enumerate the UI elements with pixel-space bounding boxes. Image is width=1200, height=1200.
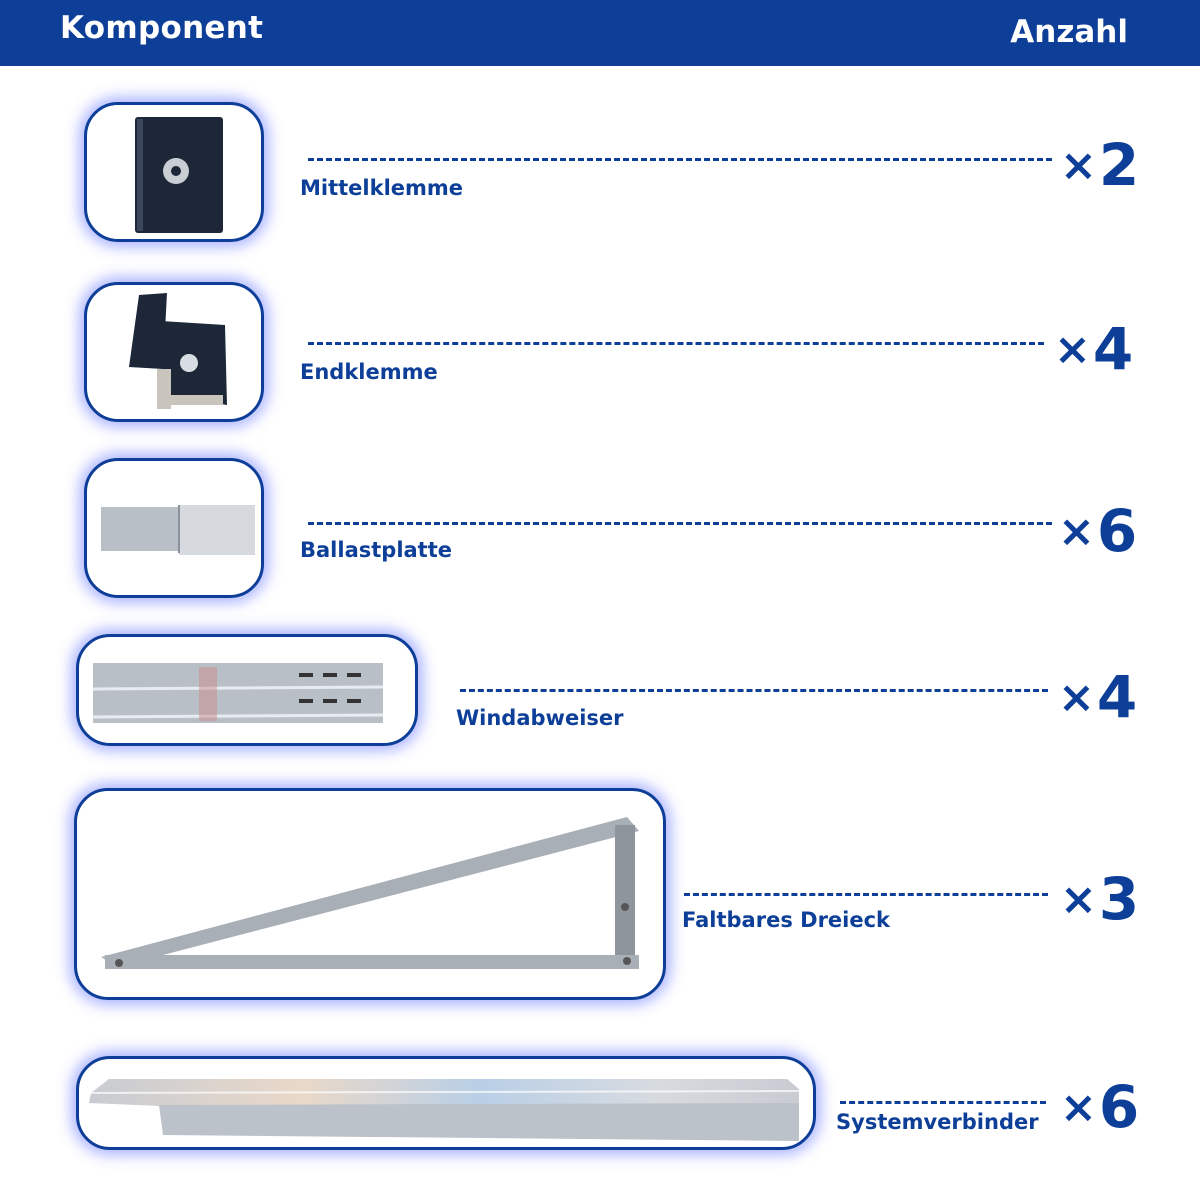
endklemme-image (87, 285, 264, 422)
quantity-column-title: Anzahl (1010, 14, 1128, 50)
leader-line-mittelklemme (308, 158, 1052, 161)
systemverbinder-image-frame (76, 1056, 816, 1150)
item-label-ballastplatte: Ballastplatte (300, 538, 453, 562)
item-label-faltbares-dreieck: Faltbares Dreieck (682, 908, 891, 932)
systemverbinder-image (79, 1059, 816, 1150)
faltbares-dreieck-image (77, 791, 666, 1000)
item-quantity-ballastplatte: ×6 (1058, 497, 1138, 565)
item-label-systemverbinder: Systemverbinder (836, 1110, 1039, 1134)
item-label-windabweiser: Windabweiser (456, 706, 624, 730)
item-quantity-windabweiser: ×4 (1058, 663, 1138, 731)
mittelklemme-image (87, 105, 264, 242)
mittelklemme-image-frame (84, 102, 264, 242)
endklemme-image-frame (84, 282, 264, 422)
component-column-title: Komponent (60, 10, 264, 46)
item-quantity-mittelklemme: ×2 (1060, 131, 1140, 199)
ballastplatte-image (87, 461, 264, 598)
leader-line-ballastplatte (308, 522, 1052, 525)
leader-line-endklemme (308, 342, 1044, 345)
leader-line-systemverbinder (840, 1101, 1046, 1104)
item-label-mittelklemme: Mittelklemme (300, 176, 464, 200)
item-quantity-systemverbinder: ×6 (1060, 1073, 1140, 1141)
item-quantity-endklemme: ×4 (1054, 315, 1134, 383)
leader-line-windabweiser (460, 689, 1048, 692)
windabweiser-image-frame (76, 634, 418, 746)
item-label-endklemme: Endklemme (300, 360, 438, 384)
ballastplatte-image-frame (84, 458, 264, 598)
item-quantity-faltbares-dreieck: ×3 (1060, 865, 1140, 933)
windabweiser-image (79, 637, 418, 746)
leader-line-faltbares-dreieck (684, 893, 1048, 896)
header-bar (0, 0, 1200, 66)
faltbares-dreieck-image-frame (74, 788, 666, 1000)
